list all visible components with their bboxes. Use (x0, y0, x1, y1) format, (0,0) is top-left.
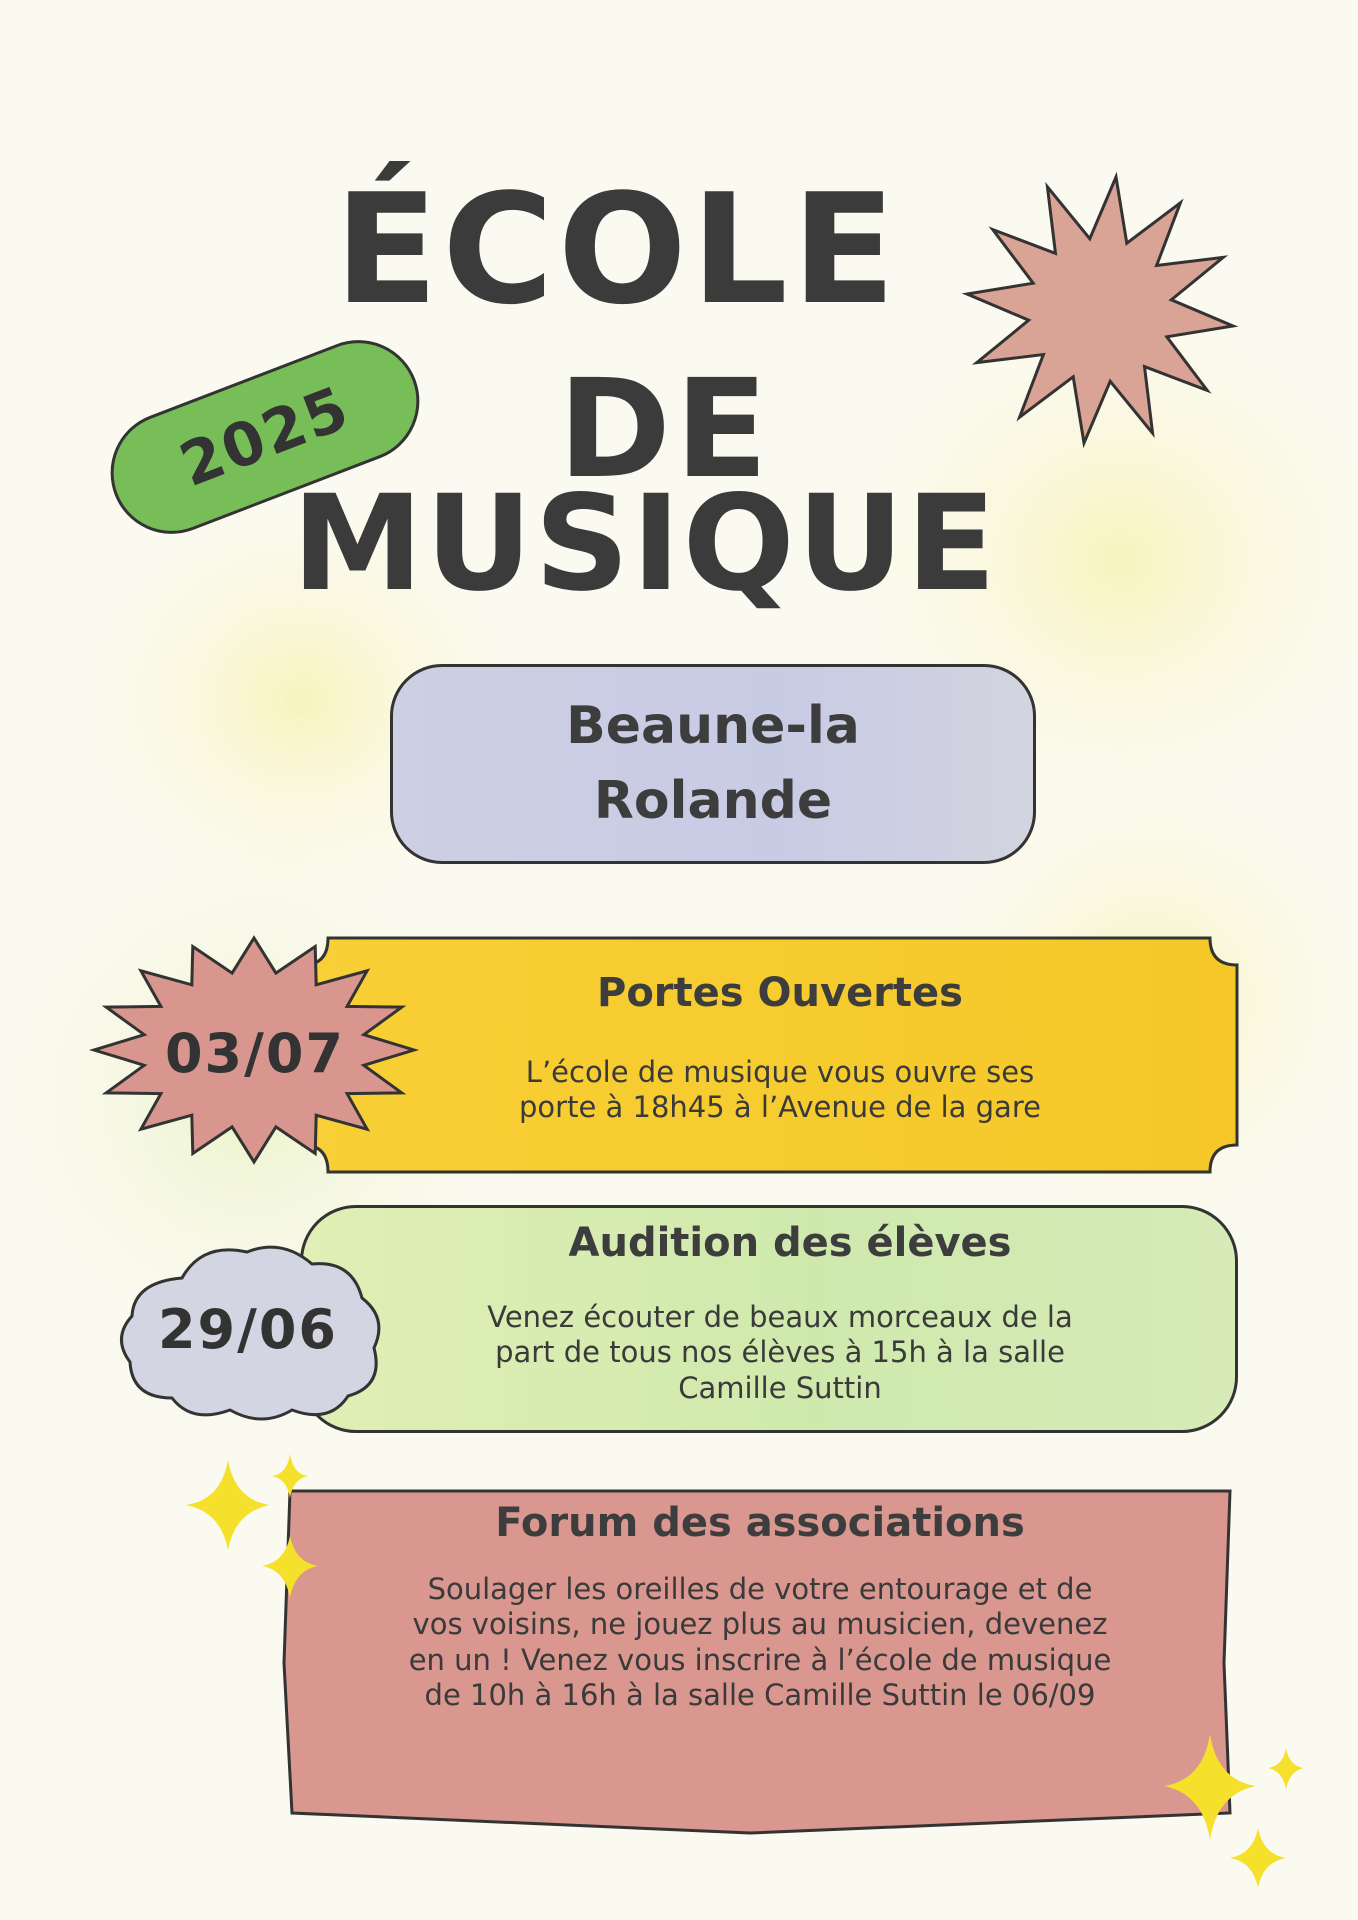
star-burst-icon (960, 170, 1240, 450)
title-line-de: DE (558, 351, 772, 509)
event-3-title: Forum des associations (495, 1500, 1025, 1546)
event-1-title: Portes Ouvertes (597, 970, 963, 1016)
event-3-text-line: Soulager les oreilles de votre entourage et de (427, 1572, 1093, 1606)
title-line-ecole: ÉCOLE (334, 161, 900, 338)
city-line-1: Beaune-la (566, 695, 860, 756)
sparkle-cluster-left-icon (180, 1450, 350, 1610)
event-2-text-line: part de tous nos élèves à 15h à la salle (495, 1335, 1065, 1370)
sparkle-cluster-right-icon (1160, 1728, 1330, 1898)
year-label: 2025 (170, 372, 360, 502)
event-2-title: Audition des élèves (568, 1220, 1012, 1266)
event-2-date: 29/06 (157, 1298, 338, 1361)
event-3-text-line: vos voisins, ne jouez plus au musicien, devenez (412, 1607, 1108, 1642)
event-2-text-line: Venez écouter de beaux morceaux de la (487, 1300, 1073, 1334)
event-1-description (420, 1055, 1140, 1126)
event-1-text-line: L’école de musique vous ouvre ses (525, 1055, 1035, 1089)
event-3-description (300, 1572, 1220, 1714)
event-1-text-line: porte à 18h45 à l’Avenue de la gare (519, 1090, 1041, 1125)
event-2-description (380, 1300, 1180, 1406)
event-3-text-line: de 10h à 16h à la salle Camille Suttin le 06/09 (424, 1678, 1096, 1713)
title-line-musique: MUSIQUE (291, 467, 999, 621)
event-3-text-line: en un ! Venez vous inscrire à l’école de musique (408, 1642, 1112, 1677)
city-line-2: Rolande (593, 771, 833, 831)
event-2-text-line: Camille Suttin (678, 1370, 882, 1405)
event-1-date: 03/07 (164, 1022, 345, 1085)
city-box (390, 664, 1036, 864)
